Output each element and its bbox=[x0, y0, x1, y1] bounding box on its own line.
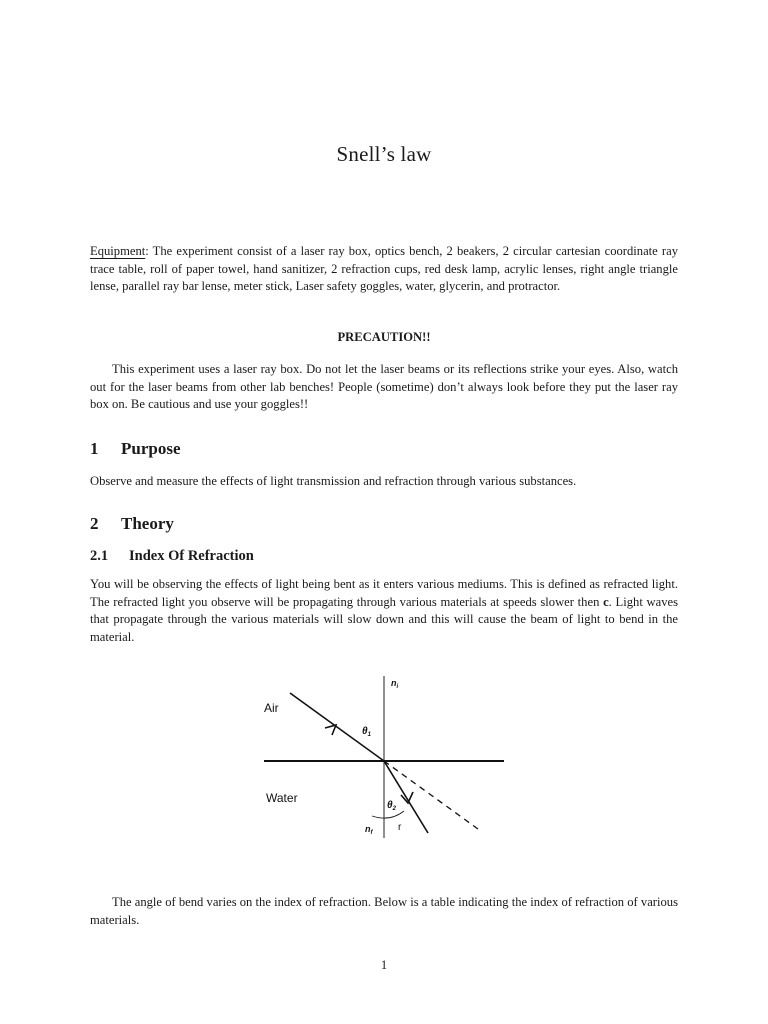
paragraph-text: You will be observing the effects of light being bent as it enters various mediums. This is defined as refracted light. The refracted light you observe will be propagating through various materials at speeds slower then bbox=[90, 577, 678, 609]
label-n-i: $n_i$ bbox=[391, 678, 399, 690]
refracted-ray bbox=[384, 761, 428, 833]
purpose-paragraph: Observe and measure the effects of light transmission and refraction through various substances. bbox=[90, 474, 577, 488]
undeviated-ray-dashed bbox=[384, 761, 478, 829]
equipment-text: : The experiment consist of a laser ray box, optics bench, 2 beakers, 2 circular cartesian coordinate ray trace table, roll of paper towel, hand sanitizer, 2 refraction cups, red desk lamp, acrylic lenses, right angle triangle lense, parallel ray bar lense, meter stick, Laser safety goggles, water, glycerin, and protractor. bbox=[90, 244, 678, 294]
speed-of-light-symbol: c bbox=[603, 594, 609, 609]
section-number: 2 bbox=[90, 514, 99, 533]
incident-ray bbox=[290, 693, 384, 761]
precaution-paragraph: This experiment uses a laser ray box. Do not let the laser beams or its reflections strike your eyes. Also, watch out for the laser beams from other lab benches! People (sometime) don’t always look before they put the laser ray box on. Be cautious and use your goggles!! bbox=[90, 362, 678, 412]
incident-arrow-icon bbox=[325, 725, 336, 735]
refraction-diagram bbox=[250, 668, 520, 848]
label-n-f: $n_f$ bbox=[365, 824, 373, 836]
equipment-label: Equipment bbox=[90, 244, 146, 258]
precaution-heading: PRECAUTION!! bbox=[337, 330, 431, 344]
angle-arc bbox=[372, 811, 404, 818]
closing-paragraph: The angle of bend varies on the index of refraction. Below is a table indicating the index of refraction of various materials. bbox=[90, 895, 678, 927]
section-heading-theory bbox=[90, 514, 174, 534]
section-title: Purpose bbox=[121, 439, 181, 458]
paragraph-text: . Light waves that propagate through the various materials will slow down and this will cause the beam of light to bend in the material. bbox=[90, 594, 678, 644]
section-number: 1 bbox=[90, 439, 99, 458]
section-title: Theory bbox=[121, 514, 174, 533]
subsection-number: 2.1 bbox=[90, 548, 109, 564]
label-r: r bbox=[398, 822, 402, 833]
label-air: Air bbox=[264, 701, 279, 715]
equipment-paragraph bbox=[90, 243, 678, 296]
page-title: Snell’s law bbox=[336, 142, 432, 166]
label-water: Water bbox=[266, 791, 298, 805]
index-of-refraction-paragraph bbox=[90, 576, 678, 646]
subsection-title: Index Of Refraction bbox=[129, 548, 254, 564]
page-number: 1 bbox=[380, 958, 388, 972]
section-heading-purpose bbox=[90, 439, 181, 459]
subsection-heading-index-of-refraction bbox=[90, 548, 254, 565]
label-theta-2: $\theta_2$ bbox=[387, 800, 396, 812]
label-theta-1: $\theta_1$ bbox=[362, 726, 371, 738]
